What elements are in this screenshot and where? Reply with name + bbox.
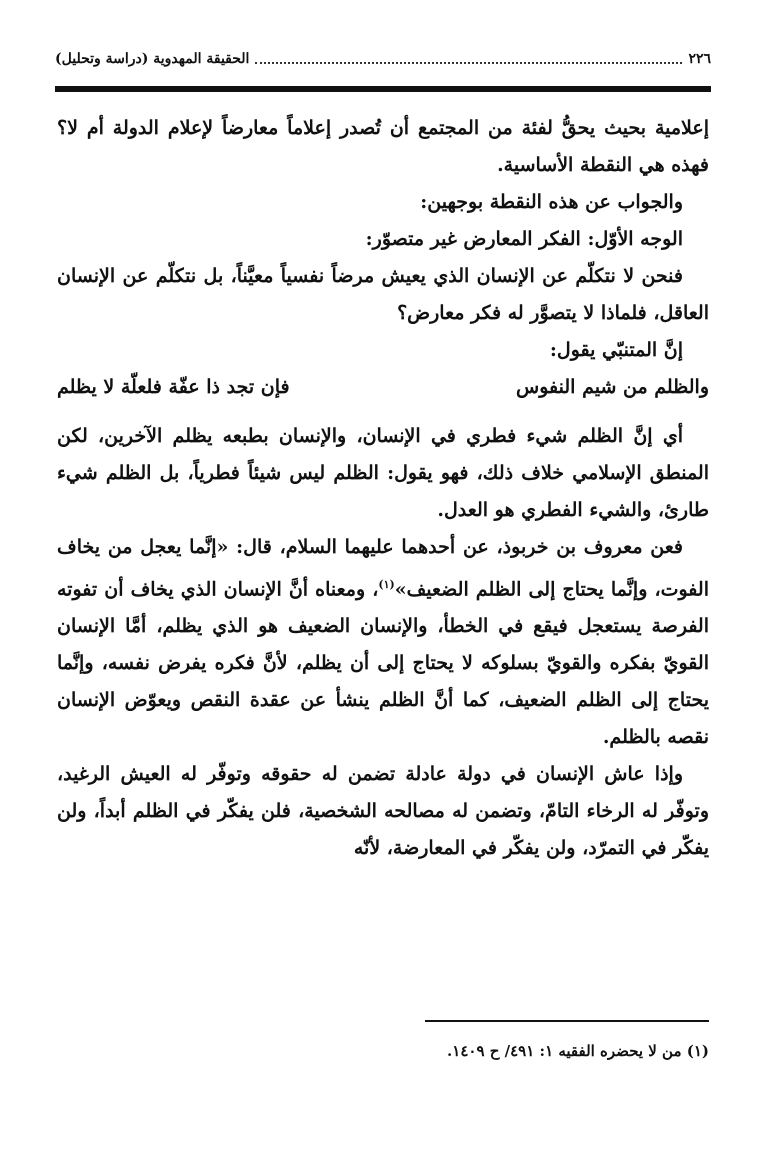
poem-verse (57, 369, 709, 406)
header-rule (55, 86, 711, 92)
footnote-reference: (١) (378, 578, 395, 591)
page-number: ٢٢٦ (688, 51, 711, 67)
paragraph-6-rest: ، ومعناه أنَّ الإنسان الذي يخاف أن تفوته الفرصة يستعجل فيقع في الخطأ، والإنسان الضعيف هو الذي يظلم، أمَّا الإنسان القويّ بفكره والقويّ بسلوكه لا يحتاج إلى أن يظلم، لأنَّ فكره يفرض نفسه، وإنَّما يحتاج إلى الظلم الضعيف، كما أنَّ الظلم ينشأ عن عقدة النقص ويعوّض الإنسان نقصه بالظلم. (57, 578, 709, 749)
footnote: (١) من لا يحضره الفقيه ١: ٤٩١/ ح ١٤٠٩. (447, 1042, 709, 1060)
paragraph-6-quote: فعن معروف بن خربوذ، عن أحدهما عليهما السلام، قال: «إنَّما يعجل من يخاف الفوت، وإنَّما يحتاج إلى الظلم الضعيف» (57, 536, 709, 601)
main-text (57, 110, 709, 867)
paragraph-5: أي إنَّ الظلم شيء فطري في الإنسان، والإنسان بطبعه يظلم الآخرين، لكن المنطق الإسلامي خلاف ذلك، فهو يقول: الظلم ليس شيئاً فطرياً، بل الظلم شيء طارئ، والشيء الفطري هو العدل. (57, 425, 709, 521)
footnote-rule (425, 1020, 709, 1022)
poem-hemistich-left: فإن تجد ذا عفّة فلعلّة لا يظلم (57, 376, 290, 398)
paragraph-7: وإذا عاش الإنسان في دولة عادلة تضمن له حقوقه وتوفّر له العيش الرغيد، وتوفّر له الرخاء التامّ، وتضمن له مصالحه الشخصية، فلن يفكّر في الظلم أبداً، ولن يفكّر في التمرّد، ولن يفكّر في المعارضة، لأنّه (57, 763, 709, 860)
paragraph-1: إعلامية بحيث يحقُّ لفئة من المجتمع أن تُصدر إعلاماً معارضاً لإعلام الدولة أم لا؟ فهذه هي النقطة الأساسية. (57, 117, 709, 176)
paragraph-2: والجواب عن هذه النقطة بوجهين: (420, 191, 683, 213)
paragraph-3: فنحن لا نتكلّم عن الإنسان الذي يعيش مرضاً نفسياً معيَّناً، بل نتكلّم عن الإنسان العاقل، فلماذا لا يتصوَّر له فكر معارض؟ (57, 265, 709, 324)
running-header (55, 44, 711, 74)
poem-hemistich-right: والظلم من شيم النفوس (516, 376, 709, 398)
paragraph-6 (57, 529, 709, 756)
section-heading: الوجه الأوّل: الفكر المعارض غير متصوّر: (365, 228, 683, 250)
paragraph-4: إنَّ المتنبّي يقول: (549, 339, 683, 361)
header-dot-leader (255, 62, 682, 64)
book-title: الحقيقة المهدوية (دراسة وتحليل) (55, 51, 250, 67)
